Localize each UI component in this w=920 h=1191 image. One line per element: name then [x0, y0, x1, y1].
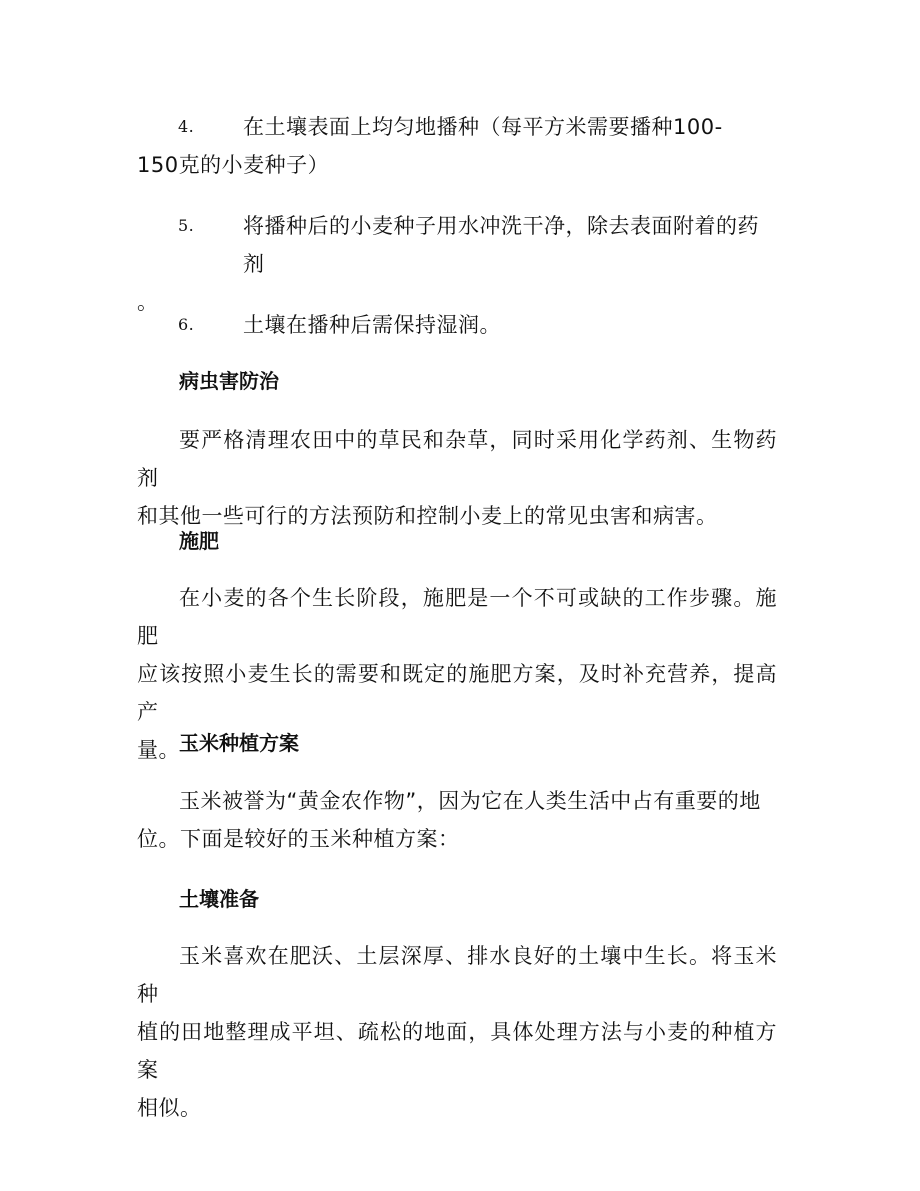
list-text-line: 。: [137, 290, 159, 314]
list-text-line: 土壤在播种后需保持湿润。: [243, 313, 501, 337]
section-heading-corn-plan: 玉米种植方案: [179, 731, 299, 755]
section-paragraph-pest-control: [137, 421, 777, 535]
paragraph-line: 和其他一些可行的方法预防和控制小麦上的常见虫害和病害。: [137, 504, 718, 528]
list-number: 5.: [178, 216, 195, 235]
paragraph-line: 位。下面是较好的玉米种植方案：: [137, 827, 460, 851]
list-text-line: 150克的小麦种子）: [137, 153, 330, 177]
section-paragraph-corn-plan: [137, 782, 777, 858]
list-item-4: [137, 108, 777, 184]
section-heading-soil-prep: 土壤准备: [179, 887, 259, 911]
paragraph-line: 要严格清理农田中的草民和杂草，同时采用化学药剂、生物药剂: [137, 428, 777, 490]
paragraph-line: 玉米被誉为“黄金农作物”，因为它在人类生活中占有重要的地: [179, 789, 761, 813]
list-text-line: 在土壤表面上均匀地播种（每平方米需要播种100-: [243, 115, 723, 139]
paragraph-line: 植的田地整理成平坦、疏松的地面，具体处理方法与小麦的种植方案: [137, 1020, 777, 1082]
paragraph-line: 相似。: [137, 1096, 202, 1120]
paragraph-line: 量。: [137, 738, 180, 762]
list-item-6: [137, 306, 777, 344]
section-paragraph-soil-prep: [137, 937, 777, 1127]
list-text-line: 将播种后的小麦种子用水冲洗干净，除去表面附着的药剂: [243, 214, 759, 276]
section-heading-pest-control: 病虫害防治: [179, 369, 279, 393]
section-heading-fertilizing: 施肥: [179, 529, 219, 553]
list-number: 4.: [178, 117, 195, 136]
list-item-5: [137, 207, 777, 321]
paragraph-line: 在小麦的各个生长阶段，施肥是一个不可或缺的工作步骤。施肥: [137, 586, 777, 648]
paragraph-line: 应该按照小麦生长的需要和既定的施肥方案，及时补充营养，提高产: [137, 662, 777, 724]
list-number: 6.: [178, 315, 195, 334]
paragraph-line: 玉米喜欢在肥沃、土层深厚、排水良好的土壤中生长。将玉米种: [137, 944, 777, 1006]
